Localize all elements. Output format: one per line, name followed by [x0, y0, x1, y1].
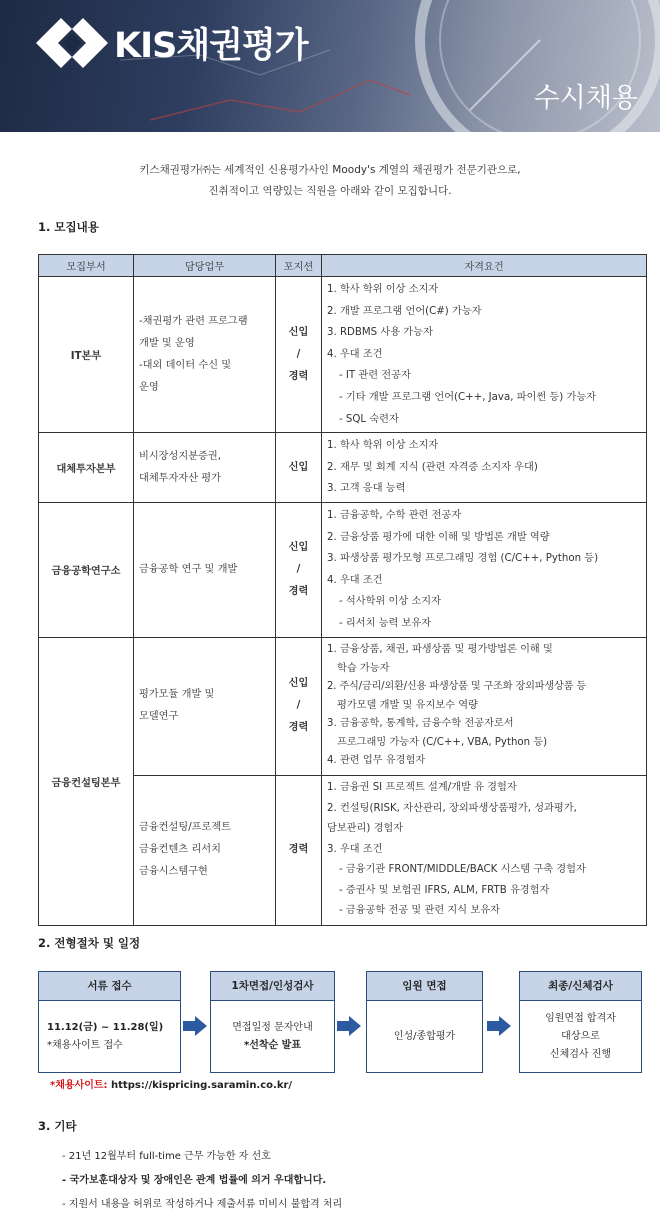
process-step-document — [38, 971, 181, 1073]
recruit-site-label: *채용사이트: — [50, 1080, 108, 1091]
step-line: 임원면접 합격자 — [545, 1012, 616, 1024]
step-line: *선착순 발표 — [243, 1039, 301, 1051]
duty-line: 금융컨텐츠 리서치 — [139, 844, 221, 855]
col-header-requirements: 자격요건 — [322, 255, 647, 277]
logo-text: KIS채권평가 — [114, 26, 308, 66]
position-cell — [276, 433, 322, 503]
duty-line: 운영 — [139, 381, 159, 393]
duty-cell — [134, 775, 276, 925]
duty-line: -대외 데이터 수신 및 — [139, 359, 232, 371]
col-header-duty: 담당업무 — [134, 255, 276, 277]
step-title: 1차면접/인성검사 — [211, 972, 334, 1001]
duty-line: 개발 및 운영 — [139, 337, 195, 349]
requirement-line: 3. RDBMS 사용 가능자 — [327, 327, 433, 339]
recruit-site-line — [50, 1076, 292, 1091]
duty-cell — [134, 433, 276, 503]
etc-item: - 21년 12월부터 full-time 근무 가능한 자 선호 — [62, 1151, 271, 1162]
position-cell — [276, 502, 322, 637]
position-line: 경력 — [288, 844, 309, 855]
logo-mark-icon — [36, 18, 108, 68]
dept-cell: IT본부 — [39, 277, 134, 433]
intro-line-1: 키스채권평가㈜는 세계적인 신용평가사인 Moody's 계열의 채권평가 전문기관으로, — [139, 164, 521, 176]
requirement-line: 1. 금융권 SI 프로젝트 설계/개발 유 경험자 — [327, 781, 517, 793]
duty-line: 모델연구 — [139, 711, 179, 722]
requirement-line: 4. 우대 조건 — [327, 348, 383, 360]
requirement-line: 3. 고객 응대 능력 — [327, 483, 406, 495]
step-title: 임원 면접 — [367, 972, 482, 1001]
col-header-position: 포지션 — [276, 255, 322, 277]
position-line: / — [296, 700, 301, 711]
requirement-line: 2. 주식/금리/외환/신용 파생상품 및 구조화 장외파생상품 등 — [327, 681, 586, 693]
process-step-executive-interview — [366, 971, 483, 1073]
requirement-line: 1. 금융공학, 수학 관련 전공자 — [327, 509, 462, 521]
position-line: 경력 — [288, 585, 309, 597]
step-title: 서류 접수 — [39, 972, 180, 1001]
step-body — [520, 1001, 641, 1072]
requirement-line: 평가모델 개발 및 유지보수 역량 — [337, 699, 478, 711]
requirement-subline: - 금융기관 FRONT/MIDDLE/BACK 시스템 구축 경험자 — [339, 864, 586, 876]
process-step-final — [519, 971, 642, 1073]
requirement-subline: - SQL 숙련자 — [339, 413, 399, 425]
duty-cell — [134, 277, 276, 433]
step-title: 최종/신체검사 — [520, 972, 641, 1001]
table-header-row — [39, 255, 647, 277]
requirements-cell — [322, 637, 647, 775]
requirement-line: 2. 재무 및 회계 지식 (관련 자격증 소지자 우대) — [327, 461, 538, 473]
requirements-cell — [322, 433, 647, 503]
position-line: / — [296, 348, 301, 360]
duty-line: -채권평가 관련 프로그램 — [139, 315, 248, 327]
requirement-subline: - 금융공학 전공 및 관련 지식 보유자 — [339, 905, 500, 917]
requirement-line: 1. 학사 학위 이상 소지자 — [327, 284, 439, 295]
duty-line: 평가모듈 개발 및 — [139, 689, 215, 700]
col-header-dept: 모집부서 — [39, 255, 134, 277]
requirement-line: 2. 개발 프로그램 언어(C#) 가능자 — [327, 305, 482, 317]
recruitment-table — [38, 254, 647, 926]
position-line: 신입 — [288, 326, 309, 338]
requirement-line: 1. 금융상품, 채권, 파생상품 및 평가방법론 이해 및 — [327, 643, 553, 655]
intro-text — [0, 160, 660, 202]
section-2-title: 2. 전형절차 및 일정 — [38, 936, 141, 950]
requirement-line: 1. 학사 학위 이상 소지자 — [327, 440, 439, 452]
requirement-line: 3. 파생상품 평가모형 프로그래밍 경험 (C/C++, Python 등) — [327, 553, 599, 565]
step-line: 대상으로 — [561, 1030, 600, 1042]
position-cell — [276, 775, 322, 925]
requirement-line: 3. 우대 조건 — [327, 843, 383, 855]
company-logo — [36, 18, 308, 68]
arrow-right-icon — [183, 1016, 207, 1036]
section-3-title: 3. 기타 — [38, 1119, 77, 1133]
step-line: 11.12(금) ~ 11.28(일) — [47, 1021, 164, 1033]
position-line: 신입 — [288, 678, 309, 689]
table-row — [39, 637, 647, 775]
arrow-right-icon — [487, 1016, 511, 1036]
requirement-line: 담보관리) 경험자 — [327, 823, 404, 835]
step-line: 신체검사 진행 — [549, 1048, 612, 1060]
duty-line: 비시장성지분증권, — [139, 450, 221, 462]
dept-cell: 금융컨설팅본부 — [39, 637, 134, 925]
table-row — [39, 502, 647, 637]
page-title: 수시채용 — [533, 83, 638, 114]
requirement-line: 3. 금융공학, 통계학, 금융수학 전공자로서 — [327, 718, 514, 730]
requirement-line: 학습 가능자 — [337, 662, 390, 674]
requirement-subline: - 리서치 능력 보유자 — [339, 617, 432, 629]
step-body — [367, 1001, 482, 1072]
duty-line: 금융공학 연구 및 개발 — [139, 563, 238, 575]
requirements-cell — [322, 775, 647, 925]
requirement-subline: - IT 관련 전공자 — [339, 370, 411, 382]
position-line: 신입 — [288, 541, 309, 553]
requirement-line: 2. 컨설팅(RISK, 자산관리, 장외파생상품평가, 성과평가, — [327, 802, 577, 814]
step-line: 인성/종합평가 — [393, 1030, 456, 1042]
position-line: 경력 — [288, 722, 309, 733]
step-body — [39, 1001, 180, 1072]
position-cell — [276, 637, 322, 775]
table-row — [39, 433, 647, 503]
requirement-subline: - 증권사 및 보험권 IFRS, ALM, FRTB 유경험자 — [339, 884, 550, 896]
requirement-line: 4. 우대 조건 — [327, 574, 383, 586]
section-1-title: 1. 모집내용 — [38, 220, 99, 234]
recruit-site-link[interactable]: https://kispricing.saramin.co.kr/ — [111, 1080, 293, 1091]
requirement-subline: - 기타 개발 프로그램 언어(C++, Java, 파이썬 등) 가능자 — [339, 391, 597, 403]
process-step-interview-1 — [210, 971, 335, 1073]
arrow-right-icon — [337, 1016, 361, 1036]
position-cell — [276, 277, 322, 433]
requirement-line: 2. 금융상품 평가에 대한 이해 및 방법론 개발 역량 — [327, 531, 550, 543]
duty-cell — [134, 637, 276, 775]
dept-cell: 대체투자본부 — [39, 433, 134, 503]
requirement-line: 4. 관련 업무 유경험자 — [327, 755, 426, 767]
step-body — [211, 1001, 334, 1072]
header-banner — [0, 0, 660, 132]
step-line: 면접일정 문자안내 — [232, 1021, 313, 1033]
position-line: 신입 — [288, 461, 309, 473]
etc-item: - 국가보훈대상자 및 장애인은 관계 법률에 의거 우대합니다. — [62, 1175, 327, 1186]
duty-line: 금융컨설팅/프로젝트 — [139, 822, 232, 833]
intro-line-2: 진취적이고 역량있는 직원을 아래와 같이 모집합니다. — [208, 185, 452, 197]
dept-cell: 금융공학연구소 — [39, 502, 134, 637]
requirement-subline: - 석사학위 이상 소지자 — [339, 596, 441, 608]
duty-cell — [134, 502, 276, 637]
position-line: 경력 — [288, 370, 309, 382]
duty-line: 금융시스템구현 — [139, 866, 208, 877]
etc-item: - 지원서 내용을 허위로 작성하거나 제출서류 미비시 불합격 처리 — [62, 1199, 343, 1210]
table-row — [39, 277, 647, 433]
requirement-line: 프로그래밍 가능자 (C/C++, VBA, Python 등) — [337, 736, 548, 748]
requirements-cell — [322, 277, 647, 433]
requirements-cell — [322, 502, 647, 637]
duty-line: 대체투자자산 평가 — [139, 472, 221, 484]
position-line: / — [296, 563, 301, 575]
step-line: *채용사이트 접수 — [47, 1039, 123, 1051]
